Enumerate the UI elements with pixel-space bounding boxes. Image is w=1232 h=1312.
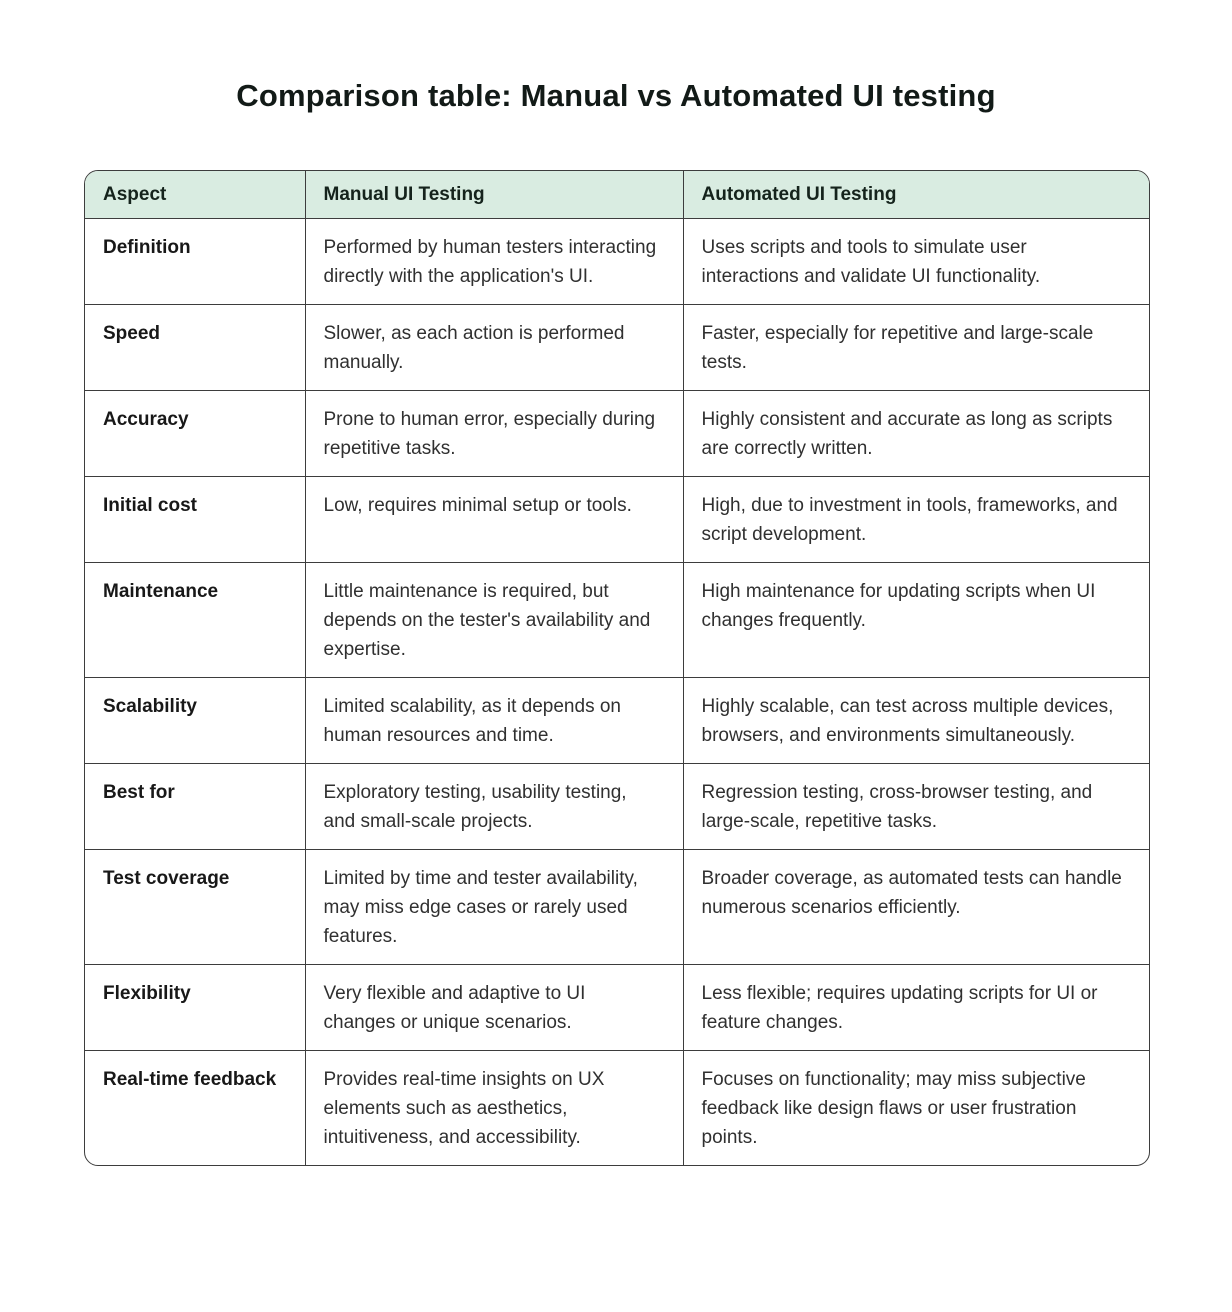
automated-cell: Regression testing, cross-browser testing, and large-scale, repetitive tasks. [683, 764, 1150, 850]
automated-cell: Less flexible; requires updating scripts for UI or feature changes. [683, 965, 1150, 1051]
aspect-cell: Accuracy [85, 391, 305, 477]
column-header-automated: Automated UI Testing [683, 171, 1150, 219]
automated-cell: Faster, especially for repetitive and large-scale tests. [683, 305, 1150, 391]
table-row [85, 477, 1150, 563]
manual-cell: Performed by human testers interacting directly with the application's UI. [305, 219, 683, 305]
comparison-table-container [84, 170, 1150, 1166]
comparison-table [85, 171, 1150, 1165]
aspect-cell: Scalability [85, 678, 305, 764]
table-row [85, 850, 1150, 965]
automated-cell: Highly consistent and accurate as long as scripts are correctly written. [683, 391, 1150, 477]
aspect-cell: Real-time feedback [85, 1051, 305, 1166]
manual-cell: Prone to human error, especially during repetitive tasks. [305, 391, 683, 477]
automated-cell: Highly scalable, can test across multiple devices, browsers, and environments simultaneously. [683, 678, 1150, 764]
column-header-manual: Manual UI Testing [305, 171, 683, 219]
aspect-cell: Speed [85, 305, 305, 391]
aspect-cell: Flexibility [85, 965, 305, 1051]
page-title: Comparison table: Manual vs Automated UI testing [236, 78, 996, 113]
manual-cell: Limited by time and tester availability, may miss edge cases or rarely used features. [305, 850, 683, 965]
aspect-cell: Definition [85, 219, 305, 305]
automated-cell: Broader coverage, as automated tests can handle numerous scenarios efficiently. [683, 850, 1150, 965]
automated-cell: High maintenance for updating scripts when UI changes frequently. [683, 563, 1150, 678]
table-row [85, 764, 1150, 850]
manual-cell: Low, requires minimal setup or tools. [305, 477, 683, 563]
table-row [85, 678, 1150, 764]
table-row [85, 563, 1150, 678]
manual-cell: Very flexible and adaptive to UI changes or unique scenarios. [305, 965, 683, 1051]
table-row [85, 391, 1150, 477]
table-row [85, 305, 1150, 391]
automated-cell: Uses scripts and tools to simulate user interactions and validate UI functionality. [683, 219, 1150, 305]
manual-cell: Slower, as each action is performed manually. [305, 305, 683, 391]
aspect-cell: Best for [85, 764, 305, 850]
manual-cell: Limited scalability, as it depends on human resources and time. [305, 678, 683, 764]
aspect-cell: Maintenance [85, 563, 305, 678]
aspect-cell: Initial cost [85, 477, 305, 563]
aspect-cell: Test coverage [85, 850, 305, 965]
table-row [85, 965, 1150, 1051]
table-row [85, 219, 1150, 305]
manual-cell: Little maintenance is required, but depends on the tester's availability and expertise. [305, 563, 683, 678]
manual-cell: Exploratory testing, usability testing, and small-scale projects. [305, 764, 683, 850]
automated-cell: High, due to investment in tools, frameworks, and script development. [683, 477, 1150, 563]
automated-cell: Focuses on functionality; may miss subjective feedback like design flaws or user frustration points. [701, 1069, 1086, 1148]
column-header-aspect: Aspect [85, 171, 305, 219]
manual-cell: Provides real-time insights on UX elements such as aesthetics, intuitiveness, and accessibility. [305, 1051, 683, 1166]
header-row [85, 171, 1150, 219]
table-row [85, 1051, 1150, 1166]
